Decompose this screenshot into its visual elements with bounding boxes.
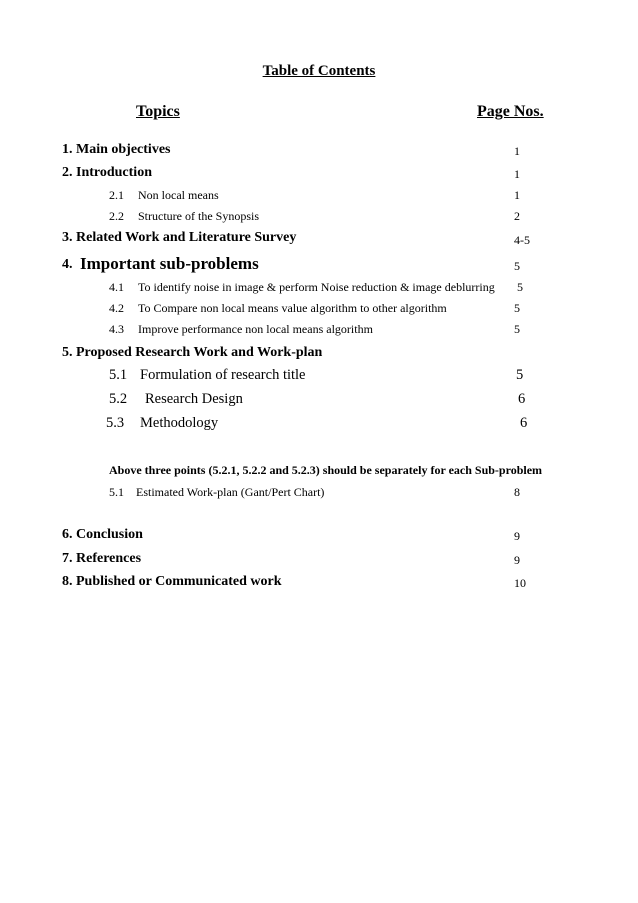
toc-subentry-text: Structure of the Synopsis [138, 209, 259, 223]
toc-entry-page: 5 [517, 280, 523, 294]
toc-entry-label: 6. Conclusion [62, 527, 143, 542]
toc-subentry-number: 5.3 [106, 415, 125, 431]
toc-subentry-number: 5.1 [109, 367, 128, 383]
toc-entry-label: 5. Proposed Research Work and Work-plan [62, 345, 323, 360]
toc-entry-page: 9 [514, 553, 520, 567]
toc-subentry-number: 2.2 [109, 209, 124, 223]
toc-subentry-text: Formulation of research title [140, 367, 306, 383]
toc-subentry-text: Improve performance non local means algorithm [138, 322, 373, 336]
toc-entry-label: 1. Main objectives [62, 142, 171, 157]
toc-entry-number: 4. [62, 257, 73, 272]
toc-entry-page: 9 [514, 529, 520, 543]
toc-entry-page: 5 [514, 259, 520, 273]
toc-entry-page: 6 [518, 391, 526, 407]
toc-entry-page: 2 [514, 209, 520, 223]
toc-subentry-text: Research Design [145, 391, 243, 407]
toc-subentry-number: 4.2 [109, 301, 124, 315]
toc-subentry-number: 2.1 [109, 188, 124, 202]
toc-subentry-text: Estimated Work-plan (Gant/Pert Chart) [136, 485, 325, 499]
toc-entry-label: 8. Published or Communicated work [62, 574, 282, 589]
toc-entry-page: 1 [514, 188, 520, 202]
toc-subentry-number: 4.1 [109, 280, 124, 294]
toc-entry-page: 5 [516, 367, 524, 383]
toc-entry-label: 7. References [62, 551, 142, 566]
toc-subentry-text: Non local means [138, 188, 219, 202]
toc-subentry-number: 4.3 [109, 322, 124, 336]
toc-subentry-number: 5.1 [109, 485, 124, 499]
toc-entry-page: 1 [514, 167, 520, 181]
toc-subentry-text: To identify noise in image & perform Noise reduction & image deblurring [138, 280, 495, 294]
toc-note: Above three points (5.2.1, 5.2.2 and 5.2.3) should be separately for each Sub-problem [109, 463, 543, 477]
toc-entry-page: 8 [514, 485, 520, 499]
toc-title: Table of Contents [262, 63, 376, 79]
toc-subentry-text: To Compare non local means value algorithm to other algorithm [138, 301, 447, 315]
toc-entry-page: 6 [520, 415, 528, 431]
toc-entry-page: 4-5 [514, 233, 530, 247]
toc-entry-label: 3. Related Work and Literature Survey [62, 230, 297, 245]
toc-entry-page: 10 [514, 576, 526, 590]
toc-entry-label: 2. Introduction [62, 165, 152, 180]
page-nos-header: Page Nos. [477, 103, 544, 120]
toc-entry-page: 5 [514, 322, 520, 336]
toc-entry-page: 1 [514, 144, 520, 158]
toc-subentry-text: Methodology [140, 415, 219, 431]
toc-subentry-number: 5.2 [109, 391, 128, 407]
toc-entry-page: 5 [514, 301, 520, 315]
topics-header: Topics [136, 103, 180, 120]
toc-entry-label: Important sub-problems [80, 254, 259, 273]
